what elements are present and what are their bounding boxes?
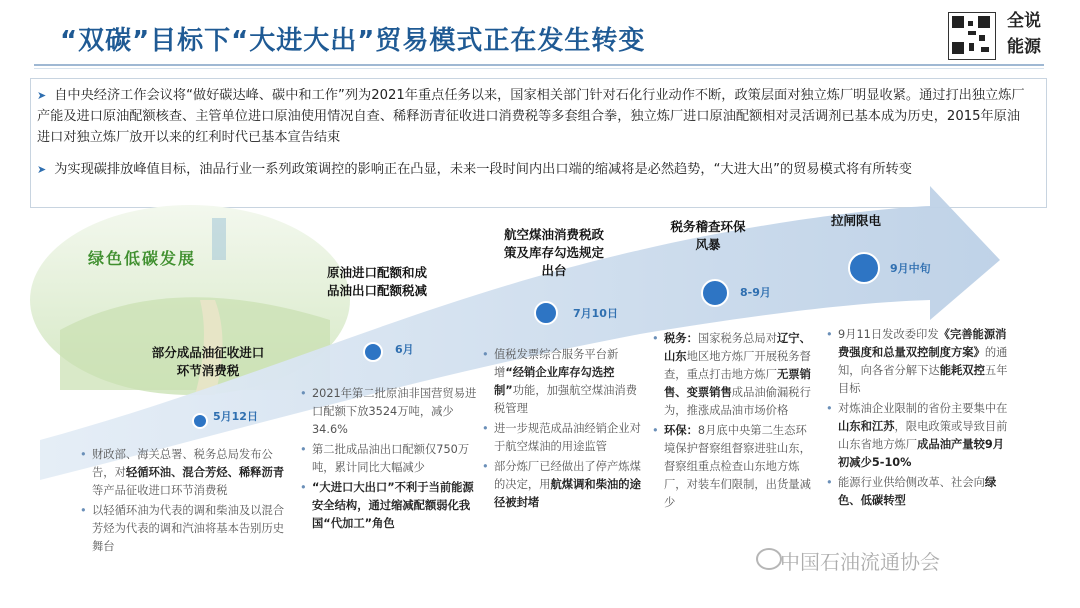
list-item: • 进一步规范成品油经销企业对于航空煤油的用途监管 (482, 420, 642, 456)
list-item: • 环保：8月底中央第二生态环境保护督察组督察进驻山东，督察组重点检查山东地方炼厂，对装车们限制，出货量减少 (652, 422, 812, 512)
list-item: • 对炼油企业限制的省份主要集中在山东和江苏，限电政策或导致目前山东省地方炼厂成品油产量较9月初减少5-10% (826, 400, 1008, 472)
milestone-date-3: 7月10日 (573, 307, 618, 320)
list-item: • 税务：国家税务总局对辽宁、山东地区地方炼厂开展税务督查，重点打击地方炼厂无票销售、变票销售成品油偷漏税行为，推涨成品油市场价格 (652, 330, 812, 420)
list-item: • 部分炼厂已经做出了停产炼煤的决定，用航煤调和柴油的途径被封堵 (482, 458, 642, 512)
list-item: • 值税发票综合服务平台新增“经销企业库存勾选控制”功能，加强航空煤油消费税管理 (482, 346, 642, 418)
milestone-date-1: 5月12日 (213, 410, 258, 423)
list-item: • 第二批成品油出口配额仅750万吨，累计同比大幅减少 (300, 441, 478, 477)
col-power-limit (826, 326, 1008, 512)
milestone-date-2: 6月 (395, 343, 414, 356)
list-item: • 9月11日发改委印发《完善能源消费强度和总量双控制度方案》的通知，向各省分解下达能耗双控五年目标 (826, 326, 1008, 398)
milestone-title-2: 原油进口配额和成品油出口配额税减 (326, 265, 427, 298)
brand-logo: 全说能源 (1007, 11, 1041, 57)
timeline-node-5 (849, 253, 879, 283)
green-development-label: 绿色低碳发展 (88, 249, 197, 268)
bullet-arrow-icon: ➤ (37, 89, 47, 102)
col-tax-inspection (652, 330, 812, 514)
timeline-node-3 (535, 302, 557, 324)
timeline-node-1 (193, 414, 207, 428)
intro-bullet-1: ➤ 自中央经济工作会议将“做好碳达峰、碳中和工作”列为2021年重点任务以来，国家相关部门针对石化行业动作不断，政策层面对独立炼厂明显收紧。通过打出独立炼厂产能及进口原油配额核查、主管单位进口原油使用情况自查、稀释沥青征收进口消费税等多套组合拳，独立炼厂进口原油配额相对灵活调剂已基本成为历史，2015年原油进口对独立炼厂放开以来的红利时代已基本宣告结束 (37, 88, 1025, 145)
list-item: • 财政部、海关总署、税务总局发布公告，对轻循环油、混合芳烃、稀释沥青等产品征收进口环节消费税 (80, 446, 290, 500)
page-title: “双碳”目标下“大进大出”贸易模式正在发生转变 (60, 26, 646, 56)
bullet-arrow-icon: ➤ (37, 163, 47, 176)
milestone-title-5: 拉闸限电 (830, 213, 881, 228)
timeline-node-2 (364, 343, 382, 361)
milestone-title-1: 部分成品油征收进口环节消费税 (151, 345, 265, 378)
milestone-title-4: 税务稽查环保风暴 (670, 219, 746, 252)
list-item: • 以轻循环油为代表的调和柴油及以混合芳烃为代表的调和汽油将基本告别历史舞台 (80, 502, 290, 556)
timeline-node-4 (702, 280, 728, 306)
milestone-title-3: 航空煤油消费税政策及库存勾选规定出台 (503, 227, 604, 278)
wechat-icon (756, 548, 782, 570)
list-item: • 2021年第二批原油非国营贸易进口配额下放3524万吨，减少34.6% (300, 385, 478, 439)
watermark: 中国石油流通协会 (780, 550, 940, 574)
list-item: • “大进口大出口”不利于当前能源安全结构，通过缩减配额弱化我国“代加工”角色 (300, 479, 478, 533)
col-quota (300, 385, 478, 535)
milestone-date-4: 8-9月 (740, 286, 771, 299)
milestone-date-5: 9月中旬 (890, 262, 931, 275)
col-jet-fuel (482, 346, 642, 514)
list-item: • 能源行业供给侧改革、社会向绿色、低碳转型 (826, 474, 1008, 510)
intro-bullet-2: ➤ 为实现碳排放峰值目标，油品行业一系列政策调控的影响正在凸显，未来一段时间内出口端的缩减将是必然趋势，“大进大出”的贸易模式将有所转变 (37, 162, 912, 177)
col-consumption-tax (80, 446, 290, 558)
